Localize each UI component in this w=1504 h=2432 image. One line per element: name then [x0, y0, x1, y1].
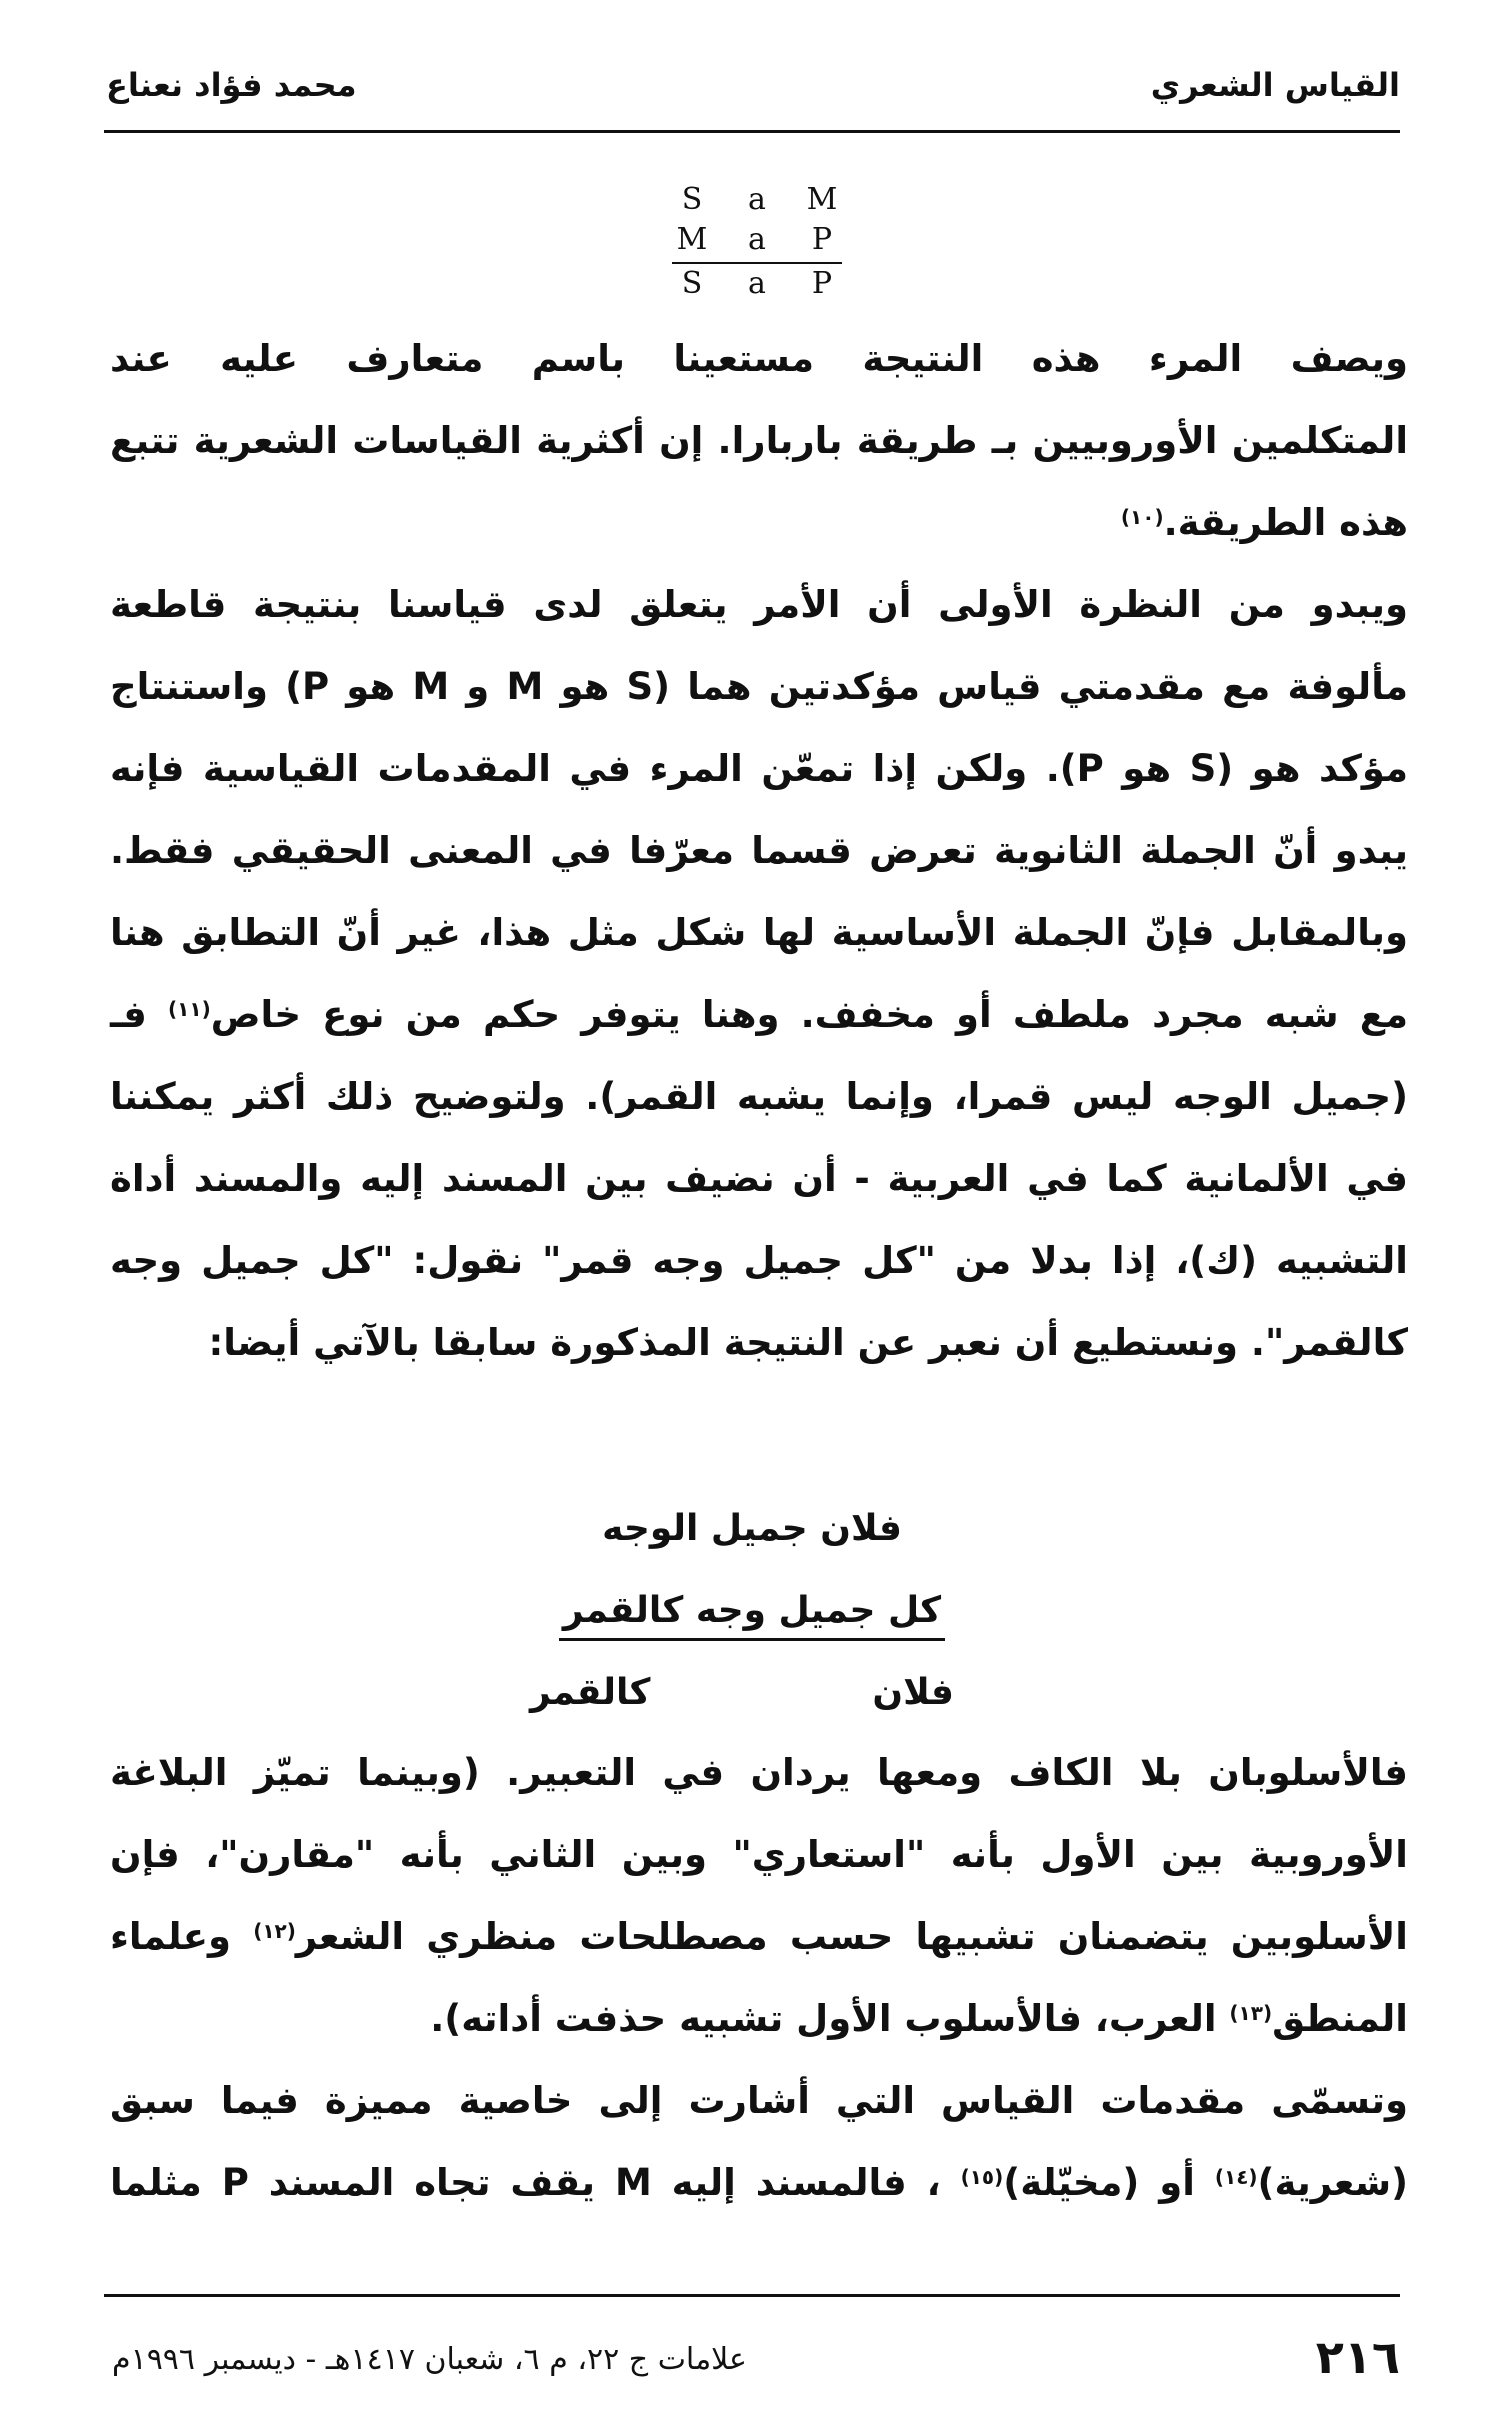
text-line: التشبيه (ك)، إذا بدلا من "كل جميل وجه قمر" نقول: "كل جميل وجه	[110, 1239, 1408, 1282]
text-span: المنطق	[1272, 1997, 1408, 2040]
syllogism-conclusion	[672, 264, 842, 304]
premise-2: كل جميل وجه كالقمر	[559, 1584, 945, 1641]
footnote-ref: (١٣)	[1229, 2001, 1273, 2025]
syllogism-formula	[672, 180, 842, 304]
text-line: يبدو أنّ الجملة الثانوية تعرض قسما معرّفا في المعنى الحقيقي فقط.	[110, 829, 1408, 872]
text-span: فـ	[110, 993, 168, 1036]
text-line: في الألمانية كما في العربية - أن نضيف بين المسند إليه والمسند أداة	[110, 1157, 1408, 1200]
text-line: ويصف المرء هذه النتيجة مستعينا باسم متعارف عليه عند	[110, 337, 1408, 380]
text-span: (شعرية)	[1257, 2161, 1408, 2204]
footnote-ref: (١٥)	[960, 2165, 1004, 2189]
conclusion-subject: فلان	[872, 1672, 954, 1713]
journal-citation: علامات ج ٢٢، م ٦، شعبان ١٤١٧هـ - ديسمبر ١٩٩٦م	[112, 2342, 747, 2377]
term: S	[681, 266, 703, 301]
header-rule	[104, 130, 1400, 133]
text-line: كالقمر". ونستطيع أن نعبر عن النتيجة المذكورة سابقا بالآتي أيضا:	[208, 1321, 1408, 1364]
conclusion-predicate: كالقمر	[530, 1672, 651, 1713]
text-span: هذه الطريقة.	[1163, 501, 1408, 544]
term: M	[806, 182, 838, 217]
running-author: محمد فؤاد نعناع	[106, 66, 357, 104]
text-line: المتكلمين الأوروبيين بـ طريقة باربارا. إن أكثرية القياسات الشعرية تتبع	[110, 419, 1408, 462]
text-line: فالأسلوبان بلا الكاف ومعها يردان في التعبير. (وبينما تميّز البلاغة	[110, 1751, 1408, 1794]
syllogism-row-1	[672, 180, 842, 220]
term: S	[681, 182, 703, 217]
arabic-syllogism	[470, 1488, 1034, 1734]
premise-1: فلان جميل الوجه	[602, 1508, 902, 1549]
paragraph-1	[110, 318, 1408, 564]
term: a	[748, 222, 766, 257]
paragraph-4	[110, 2060, 1408, 2224]
premise-2-wrap	[470, 1570, 1034, 1652]
text-line	[110, 482, 1408, 564]
term: a	[748, 182, 766, 217]
footnote-ref: (١٤)	[1214, 2165, 1258, 2189]
text-line	[110, 2142, 1408, 2224]
page-number: ٢١٦	[1315, 2330, 1400, 2384]
paragraph-2	[110, 564, 1408, 1384]
footnote-ref: (١١)	[168, 997, 211, 1021]
running-title: القياس الشعري	[1150, 66, 1400, 104]
text-line: وتسمّى مقدمات القياس التي أشارت إلى خاصية مميزة فيما سبق	[110, 2079, 1408, 2122]
text-span: العرب، فالأسلوب الأول تشبيه حذفت أداته).	[430, 1997, 1230, 2040]
conclusion	[470, 1652, 1034, 1734]
text-line	[110, 974, 1408, 1056]
paragraph-3	[110, 1732, 1408, 2060]
text-span: ، فالمسند إليه M يقف تجاه المسند P مثلما	[110, 2161, 961, 2204]
text-span: وعلماء	[110, 1915, 254, 1958]
text-span: الأسلوبين يتضمنان تشبيها حسب مصطلحات منظري الشعر	[295, 1915, 1408, 1958]
term: a	[748, 266, 766, 301]
text-line	[110, 1978, 1408, 2060]
text-line: وبالمقابل فإنّ الجملة الأساسية لها شكل مثل هذا، غير أنّ التطابق هنا	[110, 911, 1408, 954]
text-span: أو (مخيّلة)	[1003, 2161, 1215, 2204]
text-line	[110, 1896, 1408, 1978]
text-span: مع شبه مجرد ملطف أو مخفف. وهنا يتوفر حكم من نوع خاص	[210, 993, 1408, 1036]
text-line: مؤكد هو (S هو P). ولكن إذا تمعّن المرء في المقدمات القياسية فإنه	[110, 747, 1408, 790]
footer-rule	[104, 2294, 1400, 2297]
text-line: (جميل الوجه ليس قمرا، وإنما يشبه القمر). ولتوضيح ذلك أكثر يمكننا	[110, 1075, 1408, 1118]
term: P	[811, 266, 833, 301]
footnote-ref: (١٢)	[253, 1919, 296, 1943]
term: P	[811, 222, 833, 257]
text-line: الأوروبية بين الأول بأنه "استعاري" وبين الثاني بأنه "مقارن"، فإن	[110, 1833, 1408, 1876]
text-line: ويبدو من النظرة الأولى أن الأمر يتعلق لدى قياسنا بنتيجة قاطعة	[110, 583, 1408, 626]
text-line: مألوفة مع مقدمتي قياس مؤكدتين هما (S هو M و M هو P) واستنتاج	[110, 665, 1408, 708]
page-header	[106, 52, 1400, 112]
syllogism-row-2	[672, 220, 842, 260]
footnote-ref: (١٠)	[1120, 505, 1164, 529]
page-footer	[112, 2330, 1400, 2400]
term: M	[676, 222, 708, 257]
